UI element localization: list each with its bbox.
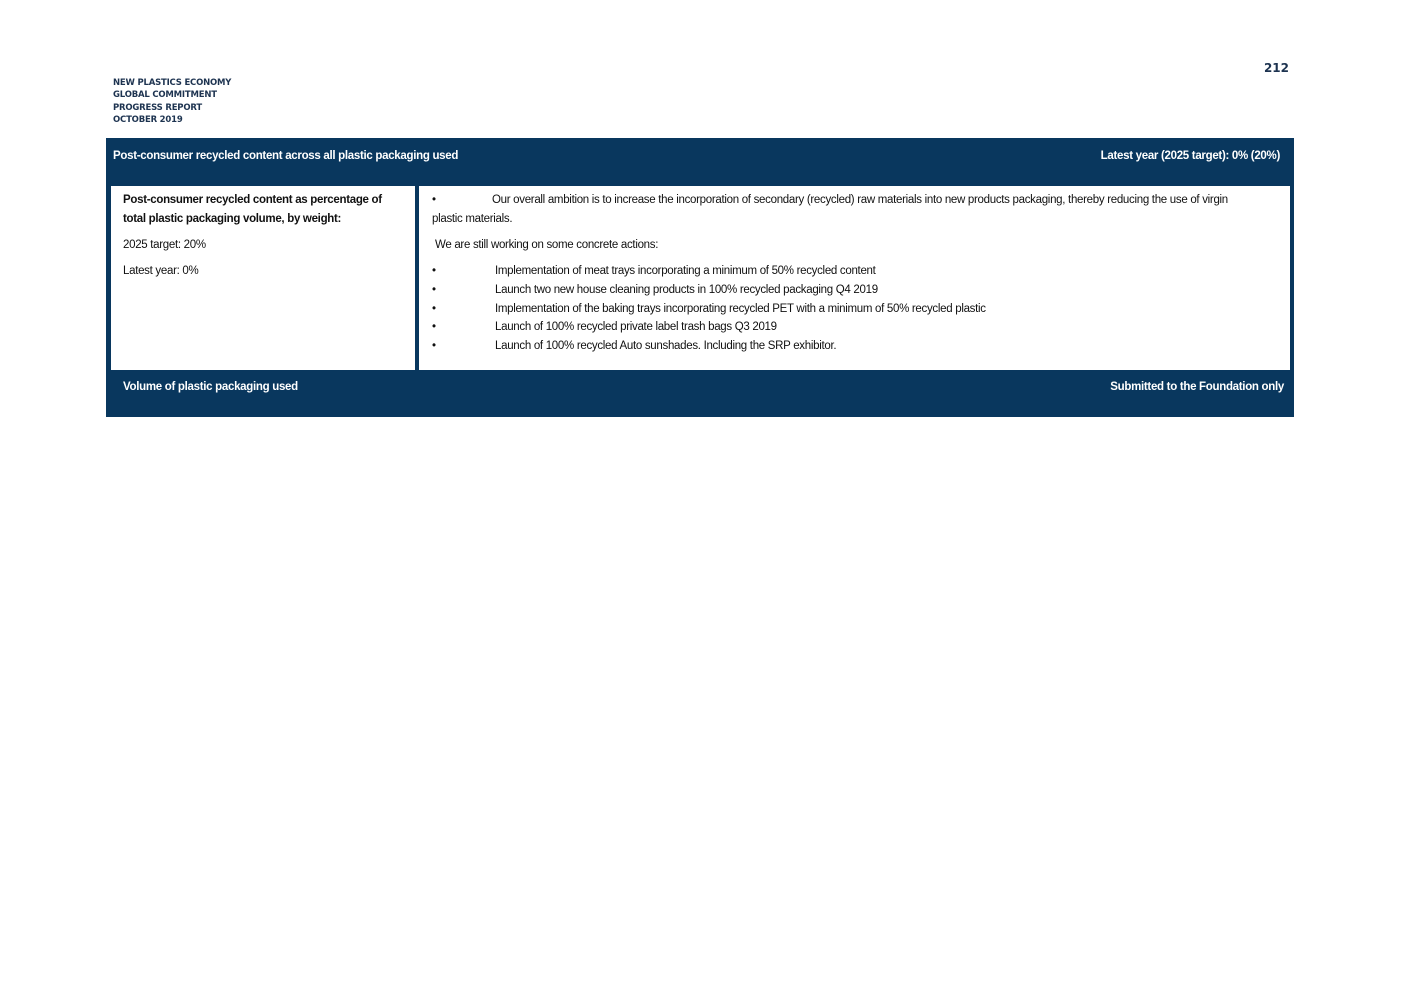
ambition-text: Our overall ambition is to increase the incorporation of secondary (recycled) raw materials into new products packaging, thereby reducing the use of virgin plastic materials.: [432, 194, 1228, 225]
list-item: [432, 281, 1240, 300]
volume-label: Volume of plastic packaging used: [123, 381, 298, 393]
bullet-icon: •: [432, 194, 436, 206]
report-header: [113, 77, 231, 126]
ambition-paragraph: [432, 191, 1240, 229]
metric-latest: Latest year: 0%: [123, 265, 199, 277]
latest-year-summary: Latest year (2025 target): 0% (20%): [1100, 150, 1280, 162]
volume-value: Submitted to the Foundation only: [1110, 381, 1284, 393]
list-item: [432, 337, 1240, 356]
list-item-text: Launch of 100% recycled Auto sunshades. Including the SRP exhibitor.: [495, 340, 837, 353]
bullet-icon: •: [432, 265, 436, 277]
report-header-line: NEW PLASTICS ECONOMY: [113, 78, 232, 88]
metric-box: [111, 186, 415, 370]
commentary-box: [419, 186, 1290, 370]
bullet-icon: •: [432, 340, 436, 353]
recycled-content-panel: [106, 138, 1294, 417]
report-header-line: GLOBAL COMMITMENT: [113, 90, 217, 101]
panel-title: Post-consumer recycled content across all plastic packaging used: [113, 150, 459, 162]
list-item: [432, 318, 1240, 337]
list-item: [432, 262, 1240, 281]
metric-label: Post-consumer recycled content as percentage of total plastic packaging volume, by weight:: [123, 194, 382, 225]
report-header-line: PROGRESS REPORT: [113, 102, 202, 113]
bullet-icon: •: [432, 283, 436, 296]
list-item-text: Implementation of the baking trays incorporating recycled PET with a minimum of 50% recycled plastic: [495, 302, 986, 315]
action-list: [432, 262, 1240, 356]
bullet-icon: •: [432, 321, 436, 334]
report-header-line: OCTOBER 2019: [113, 114, 183, 125]
list-item-text: Launch two new house cleaning products in 100% recycled packaging Q4 2019: [495, 283, 878, 296]
metric-target: 2025 target: 20%: [123, 239, 206, 251]
actions-intro: We are still working on some concrete actions:: [435, 239, 659, 251]
bullet-icon: •: [432, 302, 436, 315]
list-item-text: Implementation of meat trays incorporating a minimum of 50% recycled content: [495, 265, 876, 277]
list-item: [432, 300, 1240, 319]
list-item-text: Launch of 100% recycled private label trash bags Q3 2019: [495, 321, 777, 334]
page-number: 212: [1263, 61, 1289, 75]
